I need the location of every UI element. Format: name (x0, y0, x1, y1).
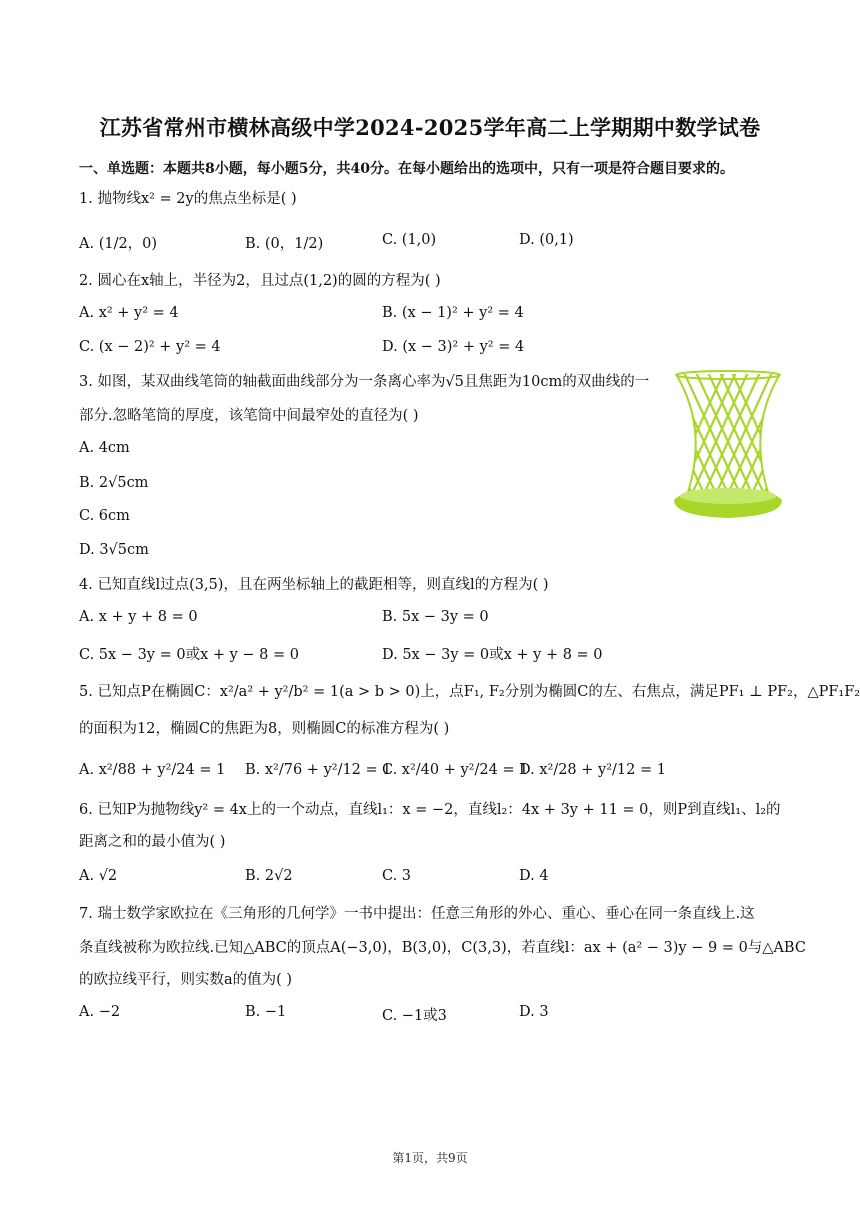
question-3-stem-line1: 3. 如图，某双曲线笔筒的轴截面曲线部分为一条离心率为√5且焦距为10cm的双曲线的一 (79, 374, 650, 390)
q3-option-a: A. 4cm (79, 440, 130, 456)
q7-option-d: D. 3 (519, 1004, 549, 1020)
q6-option-c: C. 3 (382, 868, 412, 884)
q5-option-b: B. x²/76 + y²/12 = 1 (245, 762, 392, 778)
q6-option-a: A. √2 (79, 868, 118, 884)
q1-option-c: C. (1,0) (382, 232, 437, 248)
q1-option-d: D. (0,1) (519, 232, 574, 248)
q7-option-b: B. −1 (245, 1004, 287, 1020)
question-4-stem: 4. 已知直线l过点(3,5)，且在两坐标轴上的截距相等，则直线l的方程为( ) (79, 577, 549, 593)
q2-option-d: D. (x − 3)² + y² = 4 (382, 339, 525, 355)
question-1-stem: 1. 抛物线x² = 2y的焦点坐标是( ) (79, 191, 297, 207)
question-7-stem-line1: 7. 瑞士数学家欧拉在《三角形的几何学》一书中提出：任意三角形的外心、重心、垂心在同一条直线上.这 (79, 906, 755, 922)
q2-option-b: B. (x − 1)² + y² = 4 (382, 305, 524, 321)
question-7-stem-line2: 条直线被称为欧拉线.已知△ABC的顶点A(−3,0)，B(3,0)，C(3,3)，若直线l：ax + (a² − 3)y − 9 = 0与△ABC (79, 940, 806, 956)
q2-option-a: A. x² + y² = 4 (79, 305, 179, 321)
q5-option-a: A. x²/88 + y²/24 = 1 (79, 762, 226, 778)
section-heading: 一、单选题：本题共8小题，每小题5分，共40分。在每小题给出的选项中，只有一项是符合题目要求的。 (79, 161, 734, 177)
q1-option-a: A. (1/2，0) (79, 236, 158, 252)
hyperbolic-pen-holder-image (670, 368, 786, 528)
q6-option-b: B. 2√2 (245, 868, 293, 884)
q1-option-b: B. (0，1/2) (245, 236, 324, 252)
q3-option-d: D. 3√5cm (79, 542, 149, 558)
q5-option-d: D. x²/28 + y²/12 = 1 (519, 762, 666, 778)
question-6-stem-line1: 6. 已知P为抛物线y² = 4x上的一个动点，直线l₁：x = −2，直线l₂：4x + 3y + 11 = 0，则P到直线l₁、l₂的 (79, 802, 781, 818)
q3-option-b: B. 2√5cm (79, 475, 149, 491)
q4-option-c: C. 5x − 3y = 0或x + y − 8 = 0 (79, 647, 299, 663)
q7-option-a: A. −2 (79, 1004, 121, 1020)
q7-option-c: C. −1或3 (382, 1008, 447, 1024)
q2-option-c: C. (x − 2)² + y² = 4 (79, 339, 221, 355)
question-7-stem-line3: 的欧拉线平行，则实数a的值为( ) (79, 972, 293, 988)
question-5-stem-line2: 的面积为12，椭圆C的焦距为8，则椭圆C的标准方程为( ) (79, 721, 450, 737)
q3-option-c: C. 6cm (79, 508, 130, 524)
q6-option-d: D. 4 (519, 868, 549, 884)
q4-option-d: D. 5x − 3y = 0或x + y + 8 = 0 (382, 647, 603, 663)
question-3-stem-line2: 部分.忽略笔筒的厚度，该笔筒中间最窄处的直径为( ) (79, 408, 419, 424)
q5-option-c: C. x²/40 + y²/24 = 1 (382, 762, 529, 778)
q4-option-a: A. x + y + 8 = 0 (79, 609, 198, 625)
question-5-stem-line1: 5. 已知点P在椭圆C：x²/a² + y²/b² = 1(a > b > 0)上，点F₁, F₂分别为椭圆C的左、右焦点，满足PF₁ ⊥ PF₂，△PF₁F₂ (79, 684, 860, 700)
page-footer: 第1页，共9页 (392, 1151, 468, 1165)
question-6-stem-line2: 距离之和的最小值为( ) (79, 834, 226, 850)
q4-option-b: B. 5x − 3y = 0 (382, 609, 489, 625)
question-2-stem: 2. 圆心在x轴上，半径为2，且过点(1,2)的圆的方程为( ) (79, 273, 441, 289)
page-title: 江苏省常州市横林高级中学2024-2025学年高二上学期期中数学试卷 (99, 115, 761, 140)
